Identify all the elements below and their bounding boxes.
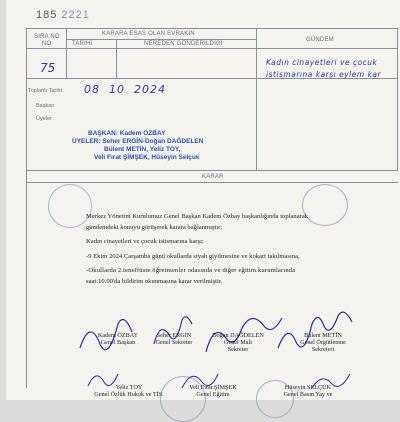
- signatory-block: [268, 384, 348, 398]
- signatory-title: Genel Başkan: [100, 339, 136, 346]
- signatory-title: Genel Sekreter: [155, 339, 193, 346]
- decision-paragraph: -9 Ekim 2024 Çarşamba günü okullarda siyah giyilmesine ve kokart takılmasına,: [86, 252, 300, 260]
- decision-paragraph: Kadın cinayetleri ve çocuk istismarına karşı;: [86, 238, 204, 245]
- doc-number-prefix: 185: [36, 9, 58, 21]
- col-nereden: NEREDEN GÖNDERİLDİĞİ: [144, 41, 223, 47]
- col-tarih: TARİHİ: [72, 41, 93, 47]
- signatory-title: Genel Eğitim: [196, 391, 230, 398]
- decision-paragraph: -Okullarda 2.teneffüste öğretmenler odasında ve diğer eğitim kurumlarında: [86, 267, 296, 274]
- rule: [66, 28, 67, 78]
- signatory-title: Genel Mali: [223, 339, 252, 346]
- doc-number-stamp: 2221: [61, 9, 90, 21]
- signatory-name: Yeliz TOY: [115, 384, 143, 391]
- signatory-block: [178, 384, 248, 398]
- rule: [397, 28, 398, 170]
- karar-label: KARAR: [202, 174, 224, 180]
- members-line: BAŞKAN: Kadem ÖZBAY: [88, 130, 166, 137]
- rule: [26, 48, 398, 49]
- decision-text: [86, 212, 376, 287]
- decision-paragraph: Merkez Yönetim Kurulumuz Genel Başkan Kadem Özbay başkanlığında toplanarak: [86, 213, 309, 220]
- uyeler-label: Üyeler: [36, 116, 52, 122]
- rule: [26, 182, 398, 183]
- signatory-title: Genel Örgütlenme: [300, 339, 346, 346]
- rule: [116, 39, 117, 78]
- signatory-block: [144, 332, 204, 346]
- rule: [256, 28, 257, 170]
- signatory-block: [278, 332, 368, 353]
- col-gundem: GÜNDEM: [306, 37, 334, 43]
- members-stamp: [66, 130, 203, 162]
- col-sira-no: SIRA NO: [34, 34, 60, 40]
- signatory-block: [84, 384, 174, 398]
- signatory-block: [88, 332, 148, 346]
- rule: [26, 170, 398, 171]
- signatory-name: Seher ERGİN: [156, 332, 192, 339]
- members-line: Bülent METİN, Yeliz TOY,: [104, 146, 181, 153]
- signatory-title: Genel Özlük Hukuk ve TİS.: [94, 391, 164, 398]
- signatory-title: Sekreteri: [311, 346, 335, 353]
- document-number: [36, 9, 90, 21]
- gundem-line-2: istismarına karşı eylem kar: [266, 70, 382, 79]
- toplanti-tarihi-value: 08 10 2024: [84, 83, 166, 96]
- signatory-name: Hüseyin SELÇUK: [284, 384, 332, 391]
- gundem-line-1: Kadın cinayetleri ve çocuk: [266, 58, 378, 67]
- rule: [26, 28, 398, 29]
- col-no: NO: [42, 41, 52, 47]
- decision-paragraph: saat:10.00'da bildirim okunmasına karar verilmiştir.: [86, 277, 223, 285]
- decision-paragraph: gündemdeki konuyu görüşerek karara bağlanmıştır;: [86, 223, 223, 231]
- signatory-name: Doğan DAĞDELEN: [212, 332, 264, 339]
- signatory-title: Sekreter: [227, 346, 249, 353]
- members-line: ÜYELER: Seher ERGİN-Doğan DAĞDELEN: [72, 138, 204, 145]
- rule: [66, 39, 256, 40]
- karara-esas-label: KARARA ESAS OLAN EVRAKIN: [102, 31, 195, 37]
- signatory-name: Kadem ÖZBAY: [97, 332, 139, 339]
- signatory-block: [198, 332, 278, 353]
- signatory-name: Veli Fırat ŞİMŞEK: [189, 384, 237, 391]
- toplanti-tarihi-label: Toplantı Tarihi: [28, 88, 62, 94]
- signatory-title: Genel Basın Yay ve: [283, 391, 333, 398]
- members-line: Veli Fırat ŞİMŞEK, Hüseyin Selçuk: [94, 154, 200, 161]
- sira-no-value: 75: [40, 61, 56, 75]
- baskan-label: Başkan: [36, 103, 55, 109]
- signatory-name: Bülent METİN: [304, 332, 342, 339]
- document-page: [6, 0, 400, 400]
